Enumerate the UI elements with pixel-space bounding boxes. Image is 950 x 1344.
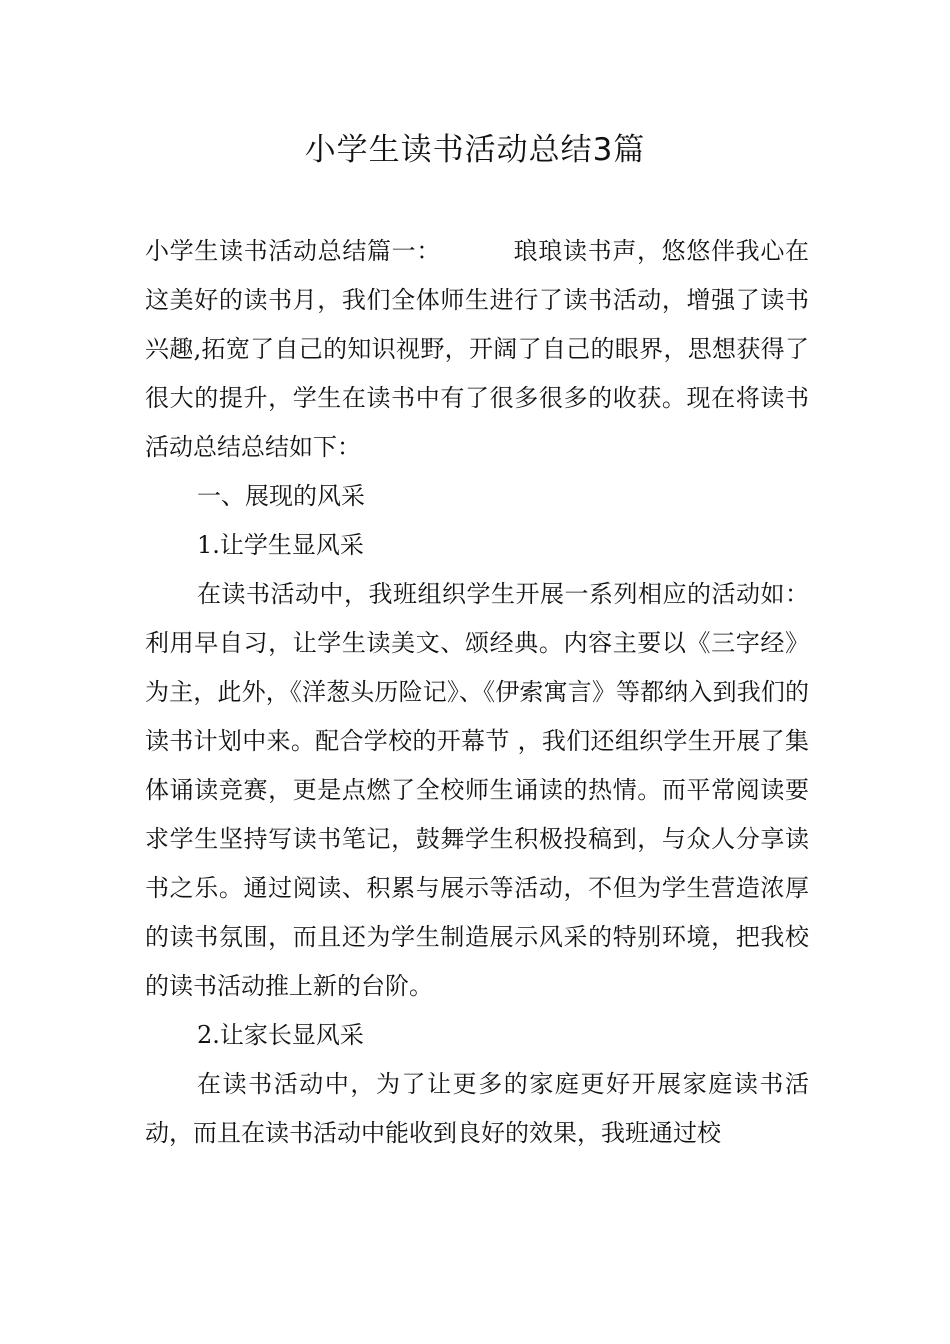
body-paragraph-2: 在读书活动中，为了让更多的家庭更好开展家庭读书活动，而且在读书活动中能收到良好的效果，我班通过校 (145, 1070, 809, 1147)
intro-paragraph (145, 227, 809, 472)
subsection-heading-2: 2.让家长显风采 (197, 1021, 364, 1049)
body-paragraph-1: 在读书活动中，我班组织学生开展一系列相应的活动如：利用早自习，让学生读美文、颂经典。内容主要以《三字经》为主，此外，《洋葱头历险记》、《伊索寓言》等都纳入到我们的读书计划中来。配合学校的开幕节 ，我们还组织学生开展了集体诵读竞赛，更是点燃了全校师生诵读的热情。而平常阅读要求学生坚持写读书笔记，鼓舞学生积极投稿到，与众人分享读书之乐。通过阅读、积累与展示等活动，不但为学生营造浓厚的读书氛围，而且还为学生制造展示风采的特别环境，把我校的读书活动推上新的台阶。 (145, 580, 809, 1000)
intro-text: 琅琅读书声，悠悠伴我心在这美好的读书月，我们全体师生进行了读书活动，增强了读书兴趣,拓宽了自己的知识视野，开阔了自己的眼界，思想获得了很大的提升，学生在读书中有了很多很多的收获。现在将读书活动总结总结如下： (145, 237, 809, 461)
intro-heading: 小学生读书活动总结篇一： (145, 237, 441, 265)
document-body (145, 227, 809, 1158)
section-heading-1: 一、展现的风采 (197, 482, 365, 510)
subsection-heading-1: 1.让学生显风采 (197, 531, 364, 559)
document-title: 小学生读书活动总结3篇 (304, 132, 646, 168)
